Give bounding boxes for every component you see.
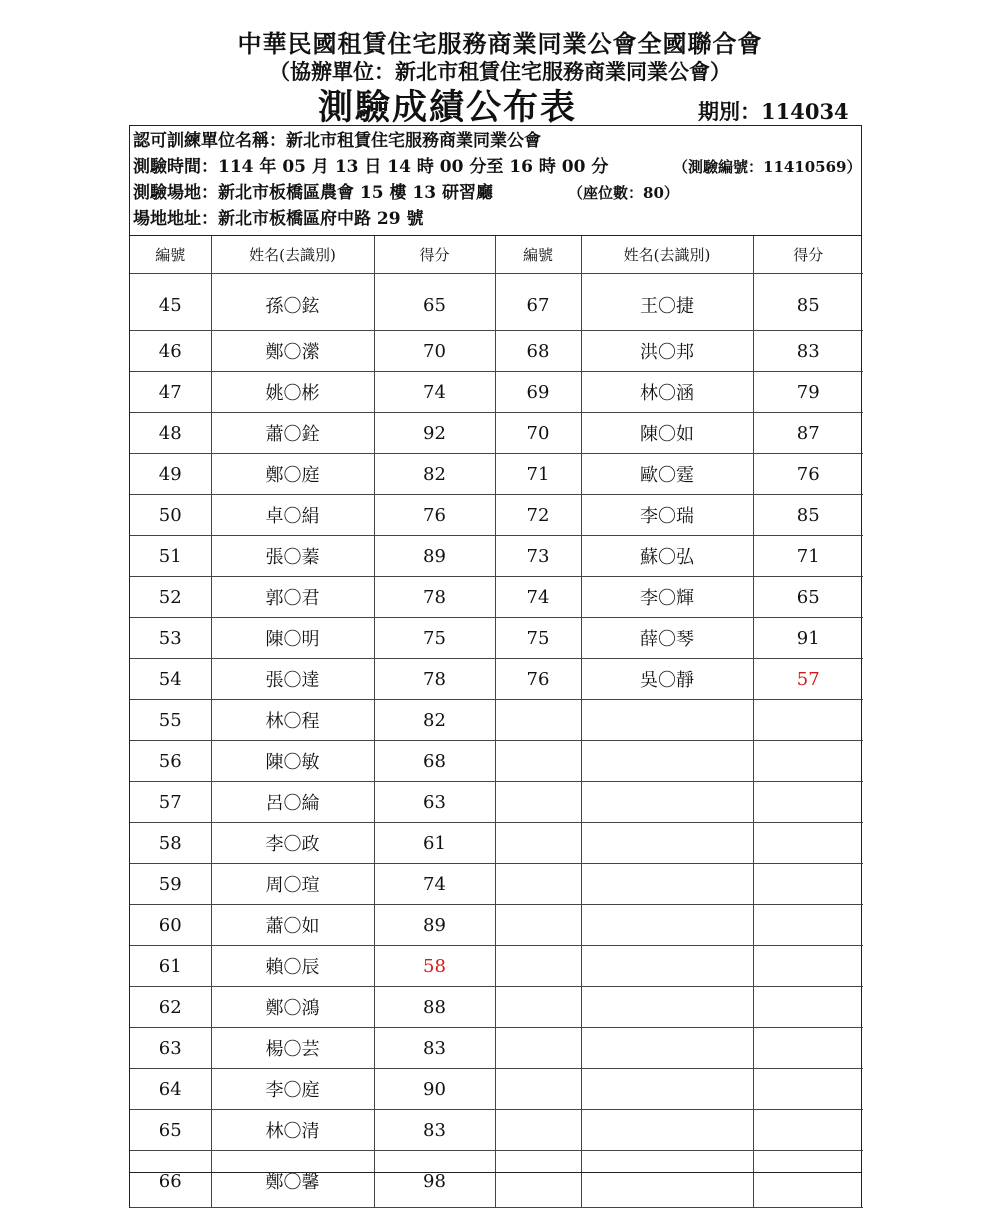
examinee-name: 蘇〇弘: [581, 536, 753, 577]
examinee-score: 71: [753, 536, 863, 577]
examinee-name: 蕭〇如: [211, 905, 374, 946]
examinee-name: 吳〇靜: [581, 659, 753, 700]
table-row: [130, 454, 863, 495]
examinee-score: [753, 700, 863, 741]
examinee-name: [581, 864, 753, 905]
training-unit: 認可訓練單位名稱：新北市租賃住宅服務商業同業公會: [133, 131, 541, 151]
examinee-name: 呂〇綸: [211, 782, 374, 823]
examinee-number: 68: [495, 331, 581, 372]
examinee-number: 55: [130, 700, 211, 741]
table-row: [130, 536, 863, 577]
score-sheet: [129, 125, 862, 1208]
table-row: [130, 274, 863, 331]
examinee-score: 65: [753, 577, 863, 618]
examinee-name: 卓〇絹: [211, 495, 374, 536]
examinee-number: [495, 741, 581, 782]
examinee-number: 75: [495, 618, 581, 659]
examinee-name: 林〇涵: [581, 372, 753, 413]
examinee-score: 89: [374, 536, 495, 577]
examinee-number: [495, 1028, 581, 1069]
board-title: 測驗成績公布表: [318, 87, 578, 128]
examinee-score: 78: [374, 659, 495, 700]
examinee-name: 鄭〇馨: [211, 1151, 374, 1208]
examinee-score: 83: [374, 1028, 495, 1069]
examinee-score: 88: [374, 987, 495, 1028]
examinee-number: 45: [130, 274, 211, 331]
examinee-name: 林〇清: [211, 1110, 374, 1151]
column-header-score: 得分: [753, 236, 863, 274]
organization-title: 中華民國租賃住宅服務商業同業公會全國聯合會: [237, 29, 763, 58]
examinee-name: [581, 1110, 753, 1151]
examinee-number: [495, 1069, 581, 1110]
examinee-number: [495, 823, 581, 864]
table-row: [130, 782, 863, 823]
examinee-score: 57: [753, 659, 863, 700]
exam-venue-line: [133, 180, 861, 206]
examinee-number: 57: [130, 782, 211, 823]
table-row: [130, 577, 863, 618]
table-row: [130, 1069, 863, 1110]
examinee-name: 蕭〇銓: [211, 413, 374, 454]
column-header-number: 編號: [495, 236, 581, 274]
examinee-score: [753, 987, 863, 1028]
examinee-number: 49: [130, 454, 211, 495]
score-table: [130, 236, 863, 1208]
examinee-score: [753, 946, 863, 987]
examinee-name: [581, 1151, 753, 1208]
training-unit-line: [133, 128, 861, 154]
examinee-number: [495, 1151, 581, 1208]
examinee-number: 56: [130, 741, 211, 782]
examinee-name: 洪〇邦: [581, 331, 753, 372]
examinee-score: 78: [374, 577, 495, 618]
examinee-number: 59: [130, 864, 211, 905]
table-row: [130, 864, 863, 905]
examinee-score: 85: [753, 274, 863, 331]
examinee-score: 74: [374, 864, 495, 905]
examinee-name: 鄭〇瀠: [211, 331, 374, 372]
examinee-score: [753, 741, 863, 782]
examinee-name: 孫〇鉉: [211, 274, 374, 331]
column-header-name: 姓名(去識別): [581, 236, 753, 274]
examinee-number: 53: [130, 618, 211, 659]
examinee-name: 林〇程: [211, 700, 374, 741]
table-row: [130, 495, 863, 536]
examinee-score: 91: [753, 618, 863, 659]
examinee-name: 歐〇霆: [581, 454, 753, 495]
examinee-score: [753, 1110, 863, 1151]
examinee-name: 陳〇敏: [211, 741, 374, 782]
examinee-score: 65: [374, 274, 495, 331]
examinee-number: 46: [130, 331, 211, 372]
examinee-score: 76: [374, 495, 495, 536]
examinee-number: [495, 905, 581, 946]
examinee-score: [753, 864, 863, 905]
exam-venue: 測驗場地：新北市板橋區農會 15 樓 13 研習廳: [133, 183, 493, 203]
examinee-score: 92: [374, 413, 495, 454]
examinee-number: 50: [130, 495, 211, 536]
examinee-number: 76: [495, 659, 581, 700]
table-row: [130, 1151, 863, 1208]
table-row: [130, 823, 863, 864]
examinee-number: [495, 1110, 581, 1151]
examinee-name: 王〇捷: [581, 274, 753, 331]
column-header-name: 姓名(去識別): [211, 236, 374, 274]
examinee-number: 69: [495, 372, 581, 413]
examinee-number: 61: [130, 946, 211, 987]
examinee-score: 79: [753, 372, 863, 413]
examinee-name: [581, 1069, 753, 1110]
examinee-number: 67: [495, 274, 581, 331]
venue-address-line: [133, 206, 861, 232]
examinee-number: 63: [130, 1028, 211, 1069]
examinee-score: 63: [374, 782, 495, 823]
examinee-score: 98: [374, 1151, 495, 1208]
examinee-score: [753, 1028, 863, 1069]
exam-code: （測驗編號：11410569）: [673, 158, 862, 176]
examinee-number: 64: [130, 1069, 211, 1110]
examinee-name: 楊〇芸: [211, 1028, 374, 1069]
period-label: 期別：114034: [698, 99, 849, 124]
table-row: [130, 413, 863, 454]
table-header-row: [130, 236, 863, 274]
table-row: [130, 331, 863, 372]
examinee-name: 陳〇如: [581, 413, 753, 454]
examinee-name: 鄭〇鴻: [211, 987, 374, 1028]
column-header-number: 編號: [130, 236, 211, 274]
examinee-score: 58: [374, 946, 495, 987]
examinee-number: 72: [495, 495, 581, 536]
table-row: [130, 700, 863, 741]
table-row: [130, 741, 863, 782]
examinee-name: 張〇蓁: [211, 536, 374, 577]
examinee-name: 郭〇君: [211, 577, 374, 618]
examinee-number: 73: [495, 536, 581, 577]
examinee-number: 74: [495, 577, 581, 618]
examinee-number: [495, 946, 581, 987]
examinee-number: 51: [130, 536, 211, 577]
examinee-number: 66: [130, 1151, 211, 1208]
examinee-name: 賴〇辰: [211, 946, 374, 987]
examinee-name: 周〇瑄: [211, 864, 374, 905]
seat-count: （座位數：80）: [568, 184, 679, 202]
examinee-score: 82: [374, 454, 495, 495]
examinee-name: [581, 1028, 753, 1069]
table-row: [130, 372, 863, 413]
examinee-number: [495, 700, 581, 741]
examinee-name: [581, 905, 753, 946]
table-row: [130, 659, 863, 700]
examinee-number: 62: [130, 987, 211, 1028]
table-row: [130, 1110, 863, 1151]
examinee-name: 陳〇明: [211, 618, 374, 659]
examinee-score: 89: [374, 905, 495, 946]
examinee-number: [495, 864, 581, 905]
examinee-number: 47: [130, 372, 211, 413]
examinee-number: 48: [130, 413, 211, 454]
examinee-name: 李〇政: [211, 823, 374, 864]
table-row: [130, 946, 863, 987]
examinee-score: [753, 782, 863, 823]
column-header-score: 得分: [374, 236, 495, 274]
exam-time-line: [133, 154, 861, 180]
examinee-score: 70: [374, 331, 495, 372]
examinee-name: [581, 782, 753, 823]
examinee-score: 61: [374, 823, 495, 864]
examinee-score: 83: [753, 331, 863, 372]
examinee-number: 58: [130, 823, 211, 864]
exam-time: 測驗時間：114 年 05 月 13 日 14 時 00 分至 16 時 00 分: [133, 157, 609, 177]
exam-info-block: [130, 126, 861, 236]
examinee-number: 52: [130, 577, 211, 618]
examinee-score: 74: [374, 372, 495, 413]
examinee-name: [581, 987, 753, 1028]
examinee-score: 85: [753, 495, 863, 536]
table-bottom-border: [129, 1172, 862, 1173]
venue-address: 場地地址：新北市板橋區府中路 29 號: [133, 209, 424, 229]
table-row: [130, 987, 863, 1028]
examinee-name: 李〇瑞: [581, 495, 753, 536]
examinee-name: 薛〇琴: [581, 618, 753, 659]
examinee-number: [495, 987, 581, 1028]
score-table-body: [130, 274, 863, 1208]
examinee-name: [581, 946, 753, 987]
examinee-score: [753, 1069, 863, 1110]
examinee-score: 87: [753, 413, 863, 454]
examinee-score: 82: [374, 700, 495, 741]
examinee-number: 65: [130, 1110, 211, 1151]
examinee-name: 李〇庭: [211, 1069, 374, 1110]
examinee-score: 83: [374, 1110, 495, 1151]
examinee-number: [495, 782, 581, 823]
examinee-score: 76: [753, 454, 863, 495]
table-row: [130, 1028, 863, 1069]
examinee-name: 張〇達: [211, 659, 374, 700]
examinee-score: [753, 1151, 863, 1208]
examinee-score: [753, 823, 863, 864]
examinee-name: 李〇輝: [581, 577, 753, 618]
examinee-name: [581, 741, 753, 782]
examinee-number: 71: [495, 454, 581, 495]
examinee-number: 70: [495, 413, 581, 454]
examinee-number: 60: [130, 905, 211, 946]
table-row: [130, 618, 863, 659]
examinee-name: [581, 700, 753, 741]
co-organizer-line: （協辦單位：新北市租賃住宅服務商業同業公會）: [269, 59, 731, 84]
examinee-score: 75: [374, 618, 495, 659]
examinee-score: [753, 905, 863, 946]
table-row: [130, 905, 863, 946]
examinee-name: 鄭〇庭: [211, 454, 374, 495]
examinee-score: 90: [374, 1069, 495, 1110]
examinee-score: 68: [374, 741, 495, 782]
examinee-name: 姚〇彬: [211, 372, 374, 413]
examinee-name: [581, 823, 753, 864]
examinee-number: 54: [130, 659, 211, 700]
